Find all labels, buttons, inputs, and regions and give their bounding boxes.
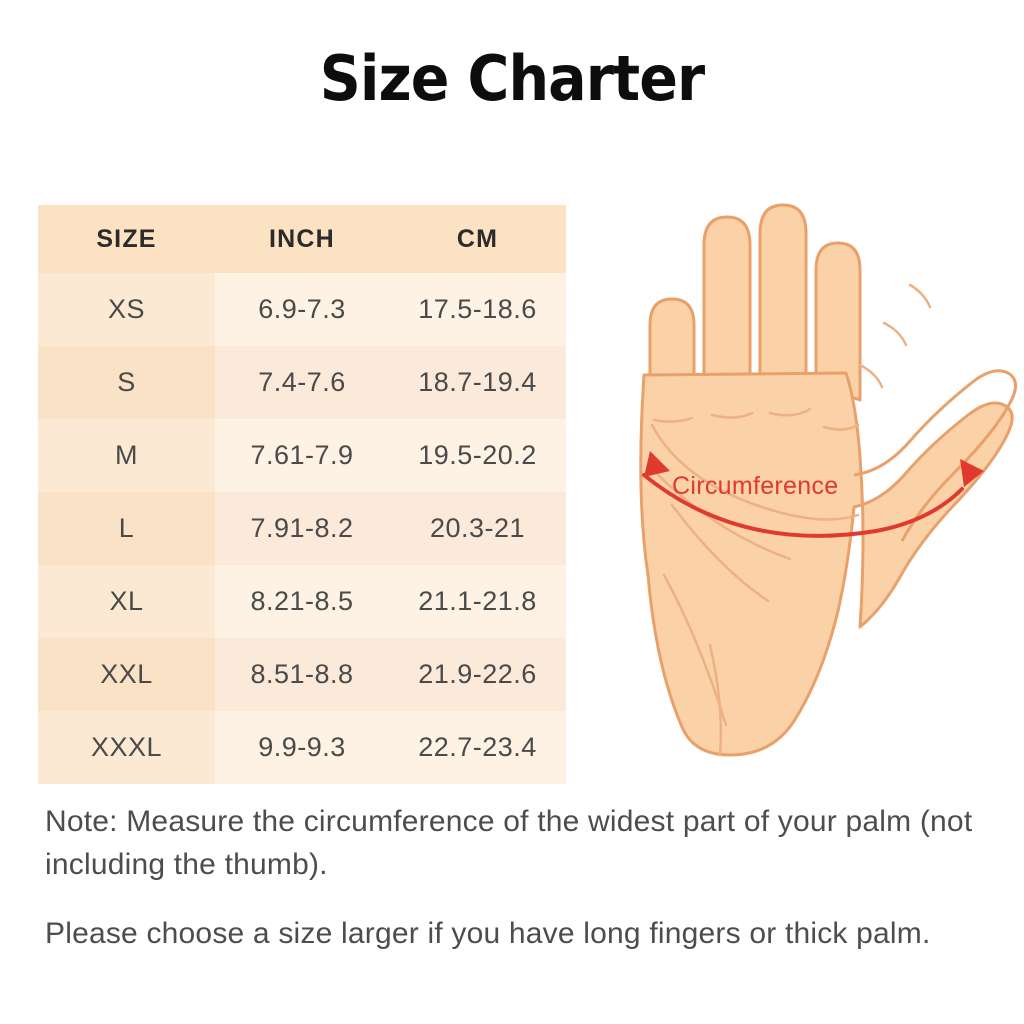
cell-size: XXXL <box>38 711 215 784</box>
notes-section <box>45 800 975 955</box>
column-header-size: SIZE <box>38 205 215 273</box>
cell-cm: 18.7-19.4 <box>389 346 566 419</box>
table-body <box>38 273 566 784</box>
cell-cm: 21.9-22.6 <box>389 638 566 711</box>
table-header-row <box>38 205 566 273</box>
cell-inch: 7.91-8.2 <box>215 492 389 565</box>
table-row <box>38 565 566 638</box>
cell-inch: 8.21-8.5 <box>215 565 389 638</box>
page-title: Size Charter <box>319 42 705 115</box>
table-row <box>38 346 566 419</box>
cell-size: XS <box>38 273 215 346</box>
note-measure: Note: Measure the circumference of the widest part of your palm (not including the thumb). <box>45 805 973 881</box>
column-header-inch: INCH <box>215 205 389 273</box>
table-row <box>38 492 566 565</box>
cell-size: S <box>38 346 215 419</box>
cell-size: XXL <box>38 638 215 711</box>
cell-inch: 8.51-8.8 <box>215 638 389 711</box>
table-header <box>38 205 566 273</box>
size-table-container <box>38 205 560 784</box>
note-size-advice: Please choose a size larger if you have long fingers or thick palm. <box>45 917 931 950</box>
cell-inch: 6.9-7.3 <box>215 273 389 346</box>
table-row <box>38 638 566 711</box>
column-header-cm: CM <box>389 205 566 273</box>
circumference-label: Circumference <box>672 472 839 500</box>
size-table <box>38 205 566 784</box>
cell-size: M <box>38 419 215 492</box>
table-row <box>38 711 566 784</box>
cell-cm: 20.3-21 <box>389 492 566 565</box>
cell-inch: 7.4-7.6 <box>215 346 389 419</box>
cell-cm: 21.1-21.8 <box>389 565 566 638</box>
table-row <box>38 273 566 346</box>
cell-cm: 22.7-23.4 <box>389 711 566 784</box>
table-row <box>38 419 566 492</box>
cell-inch: 9.9-9.3 <box>215 711 389 784</box>
cell-inch: 7.61-7.9 <box>215 419 389 492</box>
cell-size: XL <box>38 565 215 638</box>
cell-cm: 19.5-20.2 <box>389 419 566 492</box>
cell-size: L <box>38 492 215 565</box>
cell-cm: 17.5-18.6 <box>389 273 566 346</box>
